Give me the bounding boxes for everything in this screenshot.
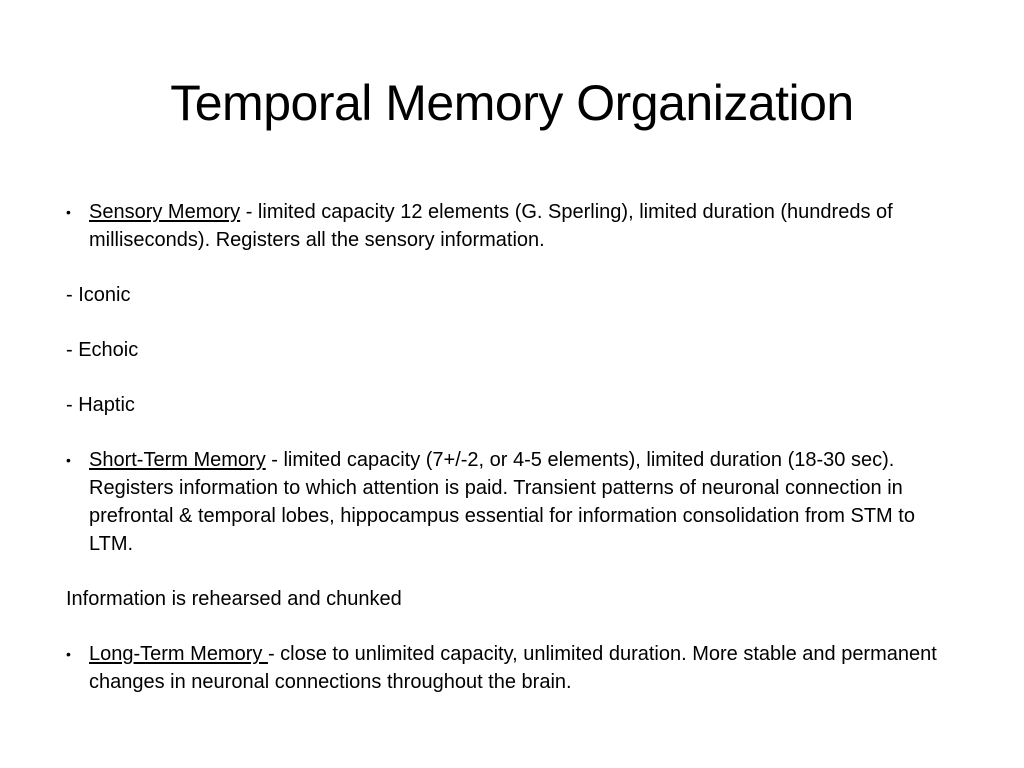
bullet-long-term-memory bbox=[66, 640, 946, 696]
spacer bbox=[66, 309, 946, 336]
sensory-memory-term: Sensory Memory bbox=[89, 201, 241, 223]
spacer bbox=[66, 558, 946, 585]
spacer bbox=[66, 613, 946, 640]
sensory-type-iconic: - Iconic bbox=[66, 284, 131, 306]
rehearsal-note: Information is rehearsed and chunked bbox=[66, 588, 402, 610]
sensory-type-echoic: - Echoic bbox=[66, 339, 139, 361]
bullet-dot: • bbox=[66, 204, 71, 220]
long-term-memory-term: Long-Term Memory bbox=[89, 643, 268, 665]
bullet-dot: • bbox=[66, 646, 71, 662]
slide-body bbox=[66, 198, 946, 696]
spacer bbox=[66, 254, 946, 281]
spacer bbox=[66, 364, 946, 391]
long-term-memory-text: - close to unlimited capacity, unlimited duration. More stable and permanent changes in neuronal connections throughout the brain. bbox=[89, 643, 937, 693]
short-term-memory-term: Short-Term Memory bbox=[89, 449, 266, 471]
bullet-short-term-memory bbox=[66, 446, 946, 558]
spacer bbox=[66, 419, 946, 446]
bullet-sensory-memory bbox=[66, 198, 946, 254]
short-term-memory-text: - limited capacity (7+/-2, or 4-5 elements), limited duration (18-30 sec). Registers information to which attention is paid. Transient patterns of neuronal connection in prefrontal & temporal lobes, hippocampus essential for information consolidation from STM to LTM. bbox=[89, 449, 915, 555]
bullet-dot: • bbox=[66, 452, 71, 468]
slide-title: Temporal Memory Organization bbox=[170, 75, 854, 131]
sensory-type-haptic: - Haptic bbox=[66, 394, 135, 416]
sensory-memory-text: - limited capacity 12 elements (G. Sperling), limited duration (hundreds of milliseconds). Registers all the sensory information. bbox=[89, 201, 893, 251]
